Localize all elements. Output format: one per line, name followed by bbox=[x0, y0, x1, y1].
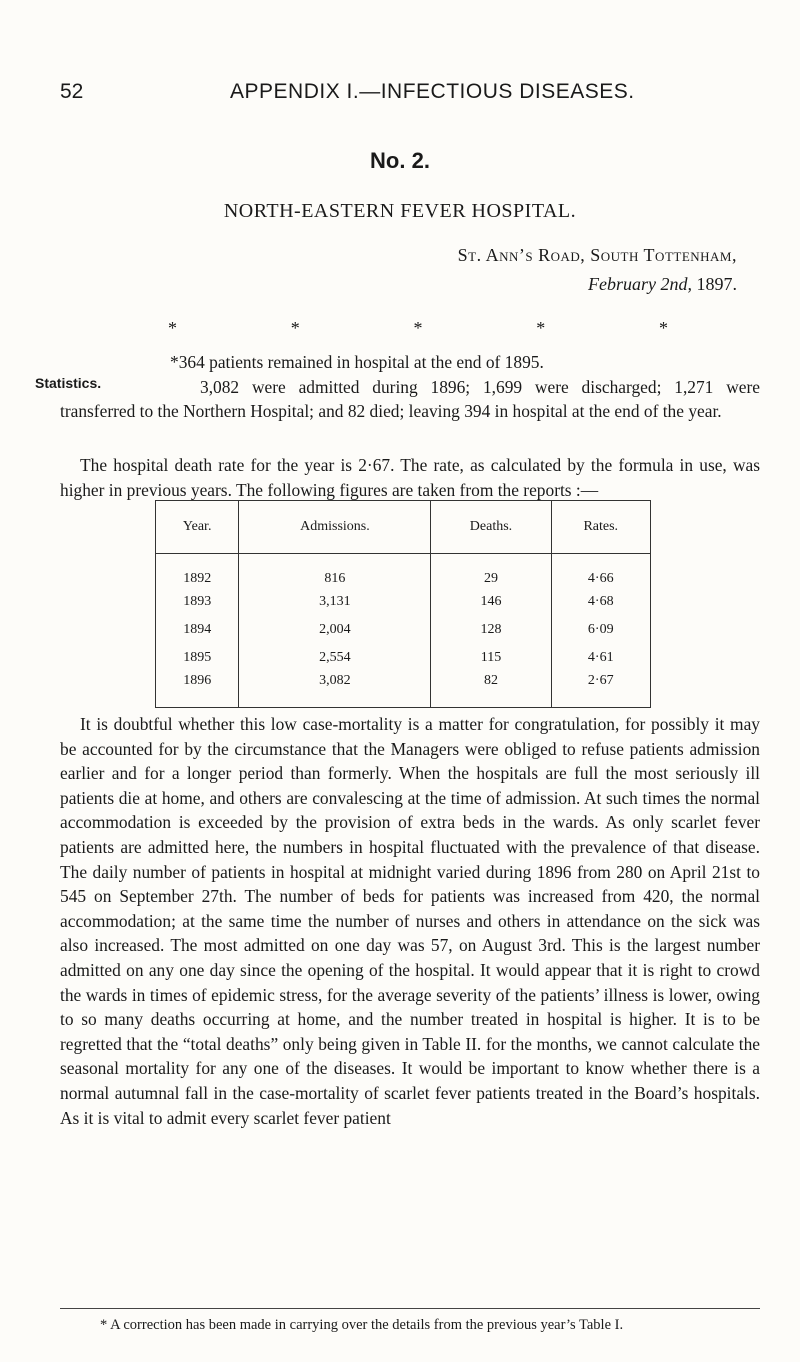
column-header-admissions: Admissions. bbox=[239, 501, 431, 554]
star: * bbox=[290, 318, 300, 338]
table-row bbox=[156, 554, 651, 588]
date-year: 1897. bbox=[692, 274, 737, 294]
paragraph-text: 3,082 were admitted during 1896; 1,699 were discharged; 1,271 were transferred to the Northern Hospital; and 82 died; leaving 394 in hospital at the end of the year. bbox=[60, 376, 760, 422]
cell-deaths: 82 bbox=[431, 672, 551, 708]
table-row bbox=[156, 616, 651, 644]
address-line: St. Ann’s Road, South Tottenham, bbox=[457, 245, 737, 265]
cell-year: 1894 bbox=[156, 616, 239, 644]
cell-deaths: 29 bbox=[431, 554, 551, 588]
star: * bbox=[536, 318, 546, 338]
cell-rate: 2·67 bbox=[551, 672, 650, 708]
cell-admissions: 816 bbox=[239, 554, 431, 588]
margin-note-statistics: Statistics. bbox=[35, 375, 102, 391]
footnote: * A correction has been made in carrying over the details from the previous year’s Table I. bbox=[100, 1317, 624, 1333]
cell-deaths: 128 bbox=[431, 616, 551, 644]
cell-deaths: 146 bbox=[431, 588, 551, 616]
cell-rate: 4·61 bbox=[551, 644, 650, 672]
paragraph-line: *364 patients remained in hospital at the end of 1895. bbox=[170, 352, 544, 372]
date-line bbox=[588, 274, 737, 295]
cell-admissions: 3,082 bbox=[239, 672, 431, 708]
column-header-year: Year. bbox=[156, 501, 239, 554]
cell-rate: 4·66 bbox=[551, 554, 650, 588]
paragraph-death-rate: The hospital death rate for the year is 2·67. The rate, as calculated by the formula in use, was higher in previous years. The following figures are taken from the reports :— bbox=[60, 455, 760, 500]
table-row bbox=[156, 644, 651, 672]
column-header-deaths: Deaths. bbox=[431, 501, 551, 554]
table-header-row bbox=[156, 501, 651, 554]
hospital-title: NORTH-EASTERN FEVER HOSPITAL. bbox=[223, 200, 577, 222]
column-header-rates: Rates. bbox=[551, 501, 650, 554]
mortality-table bbox=[155, 500, 651, 708]
cell-year: 1893 bbox=[156, 588, 239, 616]
paragraph-statistics bbox=[60, 350, 760, 424]
table-row bbox=[156, 672, 651, 708]
cell-year: 1892 bbox=[156, 554, 239, 588]
cell-year: 1895 bbox=[156, 644, 239, 672]
cell-deaths: 115 bbox=[431, 644, 551, 672]
star: * bbox=[168, 318, 177, 338]
footnote-divider bbox=[60, 1308, 760, 1309]
cell-rate: 4·68 bbox=[551, 588, 650, 616]
cell-admissions: 2,554 bbox=[239, 644, 431, 672]
paragraph-discussion: It is doubtful whether this low case-mortality is a matter for congratulation, for possibly it may be accounted for by the circumstance that the Managers were obliged to refuse patients admission earlier and for a longer period than formerly. When the hospitals are full the most seriously ill patients die at home, and others are convalescing at the time of admission. At such times the normal accommodation is exceeded by the provision of extra beds in the wards. As only scarlet fever patients are admitted here, the numbers in hospital fluctuated with the prevalence of that disease. The daily number of patients in hospital at midnight varied during 1896 from 280 on April 21st to 545 on September 27th. The number of beds for patients was increased from 420, the normal accommodation; at the same time the number of nurses and others in attendance on the sick was also increased. The most admitted on one day was 57, on August 3rd. This is the largest number admitted on any one day since the opening of the hospital. It would appear that it is right to crowd the wards in times of epidemic stress, for the average severity of the patients’ illness is lower, owing to so many deaths occurring at home, and the number treated in hospital is higher. It is to be regretted that the “total deaths” only being given in Table II. for the months, we cannot calculate the seasonal mortality for any one of the diseases. It would be important to know whether there is a normal autumnal fall in the case-mortality of scarlet fever patients treated in the Board’s hospitals. As it is vital to admit every scarlet fever patient bbox=[60, 714, 760, 1128]
paragraph-body bbox=[60, 375, 760, 424]
cell-year: 1896 bbox=[156, 672, 239, 708]
star: * bbox=[413, 318, 423, 338]
section-separator-stars bbox=[168, 318, 668, 339]
running-head: APPENDIX I.—INFECTIOUS DISEASES. bbox=[230, 80, 635, 103]
cell-rate: 6·09 bbox=[551, 616, 650, 644]
cell-admissions: 2,004 bbox=[239, 616, 431, 644]
cell-admissions: 3,131 bbox=[239, 588, 431, 616]
table-row bbox=[156, 588, 651, 616]
date-month-day: February 2nd, bbox=[588, 274, 692, 294]
page-number: 52 bbox=[60, 80, 84, 103]
star: * bbox=[659, 318, 668, 338]
document-number: No. 2. bbox=[370, 148, 430, 173]
